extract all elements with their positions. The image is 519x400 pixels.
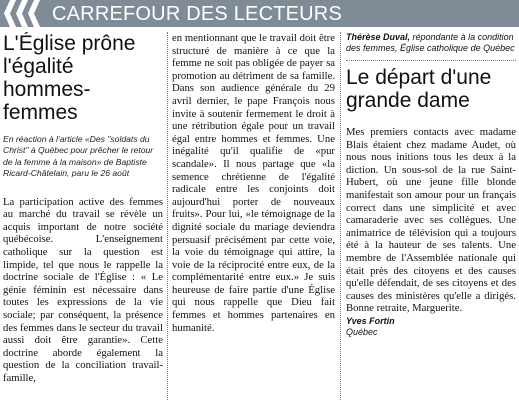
article-body-continued: en mentionnant que le travail doit être structuré de manière à ce que la femme ne soit pas obligée de payer sa promotion au détriment de sa famille. Dans son audience générale du 29 avril dernier, le pape François nous invite à soutenir fermement le droit à une rétribution égale pour un travail égal entre hommes et femmes. Une inégalité qu'il qualifie de «pur scandale». Il nous partage que «la semence chrétienne de l'égalité radicale entre les conjoints doit aujourd'hui porter de nouveaux fruits». Pour lui, «le témoignage de la dignité sociale du mariage deviendra persuasif précisément par cette voie, la voie du témoignage qui attire, la voie de la réciprocité entre eux, de la complémentarité entre eux.» Je suis heureuse de faire partie d'une Église qui nous rappelle que Dieu fait femmes et hommes partenaires en humanité. — [172, 32, 335, 334]
article-separator — [346, 60, 516, 61]
article-column-3 — [346, 32, 516, 400]
article-signature — [346, 316, 516, 327]
column-divider — [340, 32, 341, 400]
signature-name: Thérèse Duval, — [346, 32, 411, 42]
article-intro: En réaction à l'article «Des "soldats du Christ" à Québec pour prêcher le retour de la femme à la maison» de Baptiste Ricard-Châtelain, paru le 26 août — [3, 134, 154, 179]
article-headline — [346, 66, 516, 112]
headline-line: hommes-femmes — [3, 78, 91, 124]
headline-line: l'égalité — [3, 55, 74, 78]
signature-role: répondante à la condition des femmes, Église catholique de Québec — [346, 32, 515, 53]
article-signature — [346, 32, 516, 54]
chevron-left-icon — [28, 0, 42, 27]
signature-name: Yves Fortin — [346, 315, 395, 326]
section-banner — [0, 0, 519, 27]
article-headline — [3, 32, 163, 124]
headline-line: Le départ d'une — [346, 66, 492, 89]
signature-location: Québec — [346, 326, 378, 337]
article-body: Mes premiers contacts avec madame Blais étaient chez madame Audet, où nous nous initions tous les deux à la diction. Un sous-sol de la rue Saint-Hubert, où une jeune fille blonde manifestait son amour pour un français correct dans une simplicité et avec camaraderie avec ses collègues. Une animatrice de télévision qui a toujours été à la hauteur de ses talents. Une membre de l'Assemblée nationale qui était près des citoyens et des causes qu'elle défendait, de ses citoyens et des causes des ministères qu'elle a dirigés. Bonne retraite, Marguerite. — [346, 126, 516, 315]
section-title: CARREFOUR DES LECTEURS — [52, 3, 342, 25]
article-column-2 — [172, 32, 335, 400]
column-divider — [167, 32, 168, 400]
headline-line: grande dame — [346, 89, 470, 112]
article-column-1 — [3, 32, 163, 400]
article-body: La participation active des femmes au marché du travail se révèle un acquis important de notre société québécoise. L'enseignement catholique sur la question est limpide, tel que nous le rappelle la doctrine sociale de l'Église : « Le génie féminin est nécessaire dans toutes les expressions de la vie sociale; par conséquent, la présence des femmes dans le secteur du travail aussi doit être garantie». Cette doctrine aborde également la question de la conciliation travail-famille, — [3, 195, 163, 384]
headline-line: L'Église prône — [3, 32, 136, 55]
